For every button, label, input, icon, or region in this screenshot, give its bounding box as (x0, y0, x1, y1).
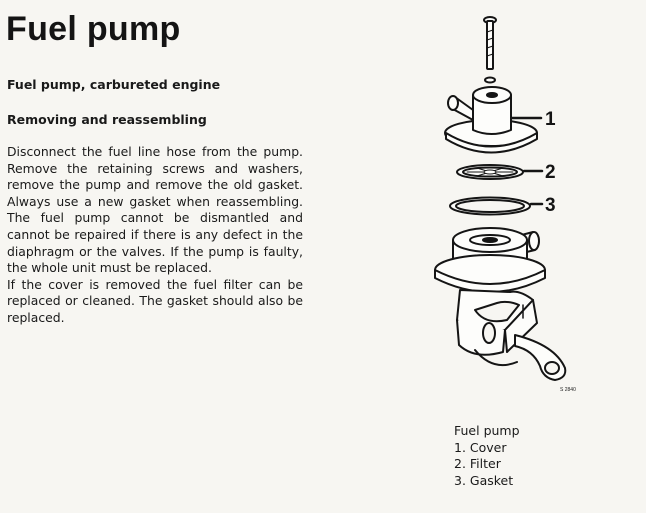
pump-body-part (435, 228, 565, 380)
cover-part (445, 87, 537, 153)
callout-1: 1 (545, 109, 556, 130)
paragraph: If the cover is removed the fuel filter can be replaced or cleaned. The gasket should also be replaced. (7, 276, 303, 325)
exploded-diagram (415, 0, 646, 420)
gasket-part (450, 198, 530, 215)
callout-3: 3 (545, 195, 556, 216)
caption-title: Fuel pump (454, 423, 520, 438)
callout-2: 2 (545, 162, 556, 183)
page-title: Fuel pump (6, 10, 181, 48)
caption-item-cover: 1. Cover (454, 439, 507, 455)
section-heading: Removing and reassembling (7, 112, 207, 127)
subtitle: Fuel pump, carbureted engine (7, 77, 221, 92)
screw-part (484, 17, 496, 83)
figure-code: S 2840 (560, 387, 576, 393)
body-text (7, 144, 303, 327)
caption-item-gasket: 3. Gasket (454, 472, 514, 488)
caption-item-filter: 2. Filter (454, 456, 501, 471)
filter-part (457, 165, 523, 179)
figure-caption (454, 423, 520, 489)
paragraph: Disconnect the fuel line hose from the pump. Remove the retaining screws and washers, remove the pump and remove the old gasket. Always use a new gasket when reassembling. The fuel pump cannot be dismantled and cannot be repaired if there is any defect in the diaphragm or the valves. If the pump is faulty, the whole unit must be replaced. (7, 144, 303, 276)
